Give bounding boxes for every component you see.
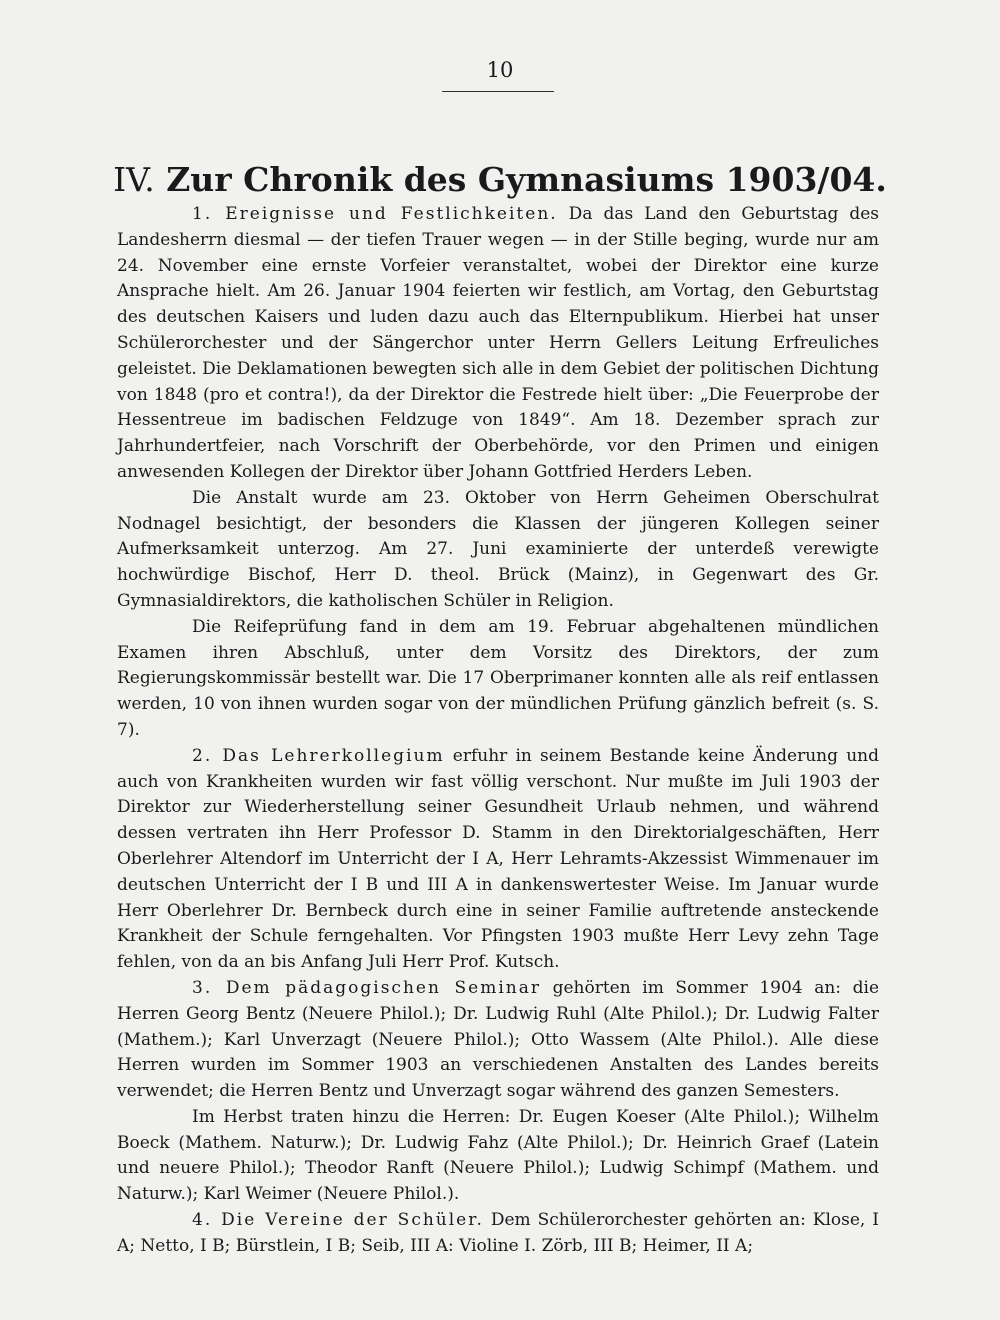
paragraph-text: gehörten im Sommer 1904 an: die Herren Georg Bentz (Neuere Philol.); Dr. Ludwig Ruhl (Alte Philol.); Dr. Ludwig Falter (Mathem.); Karl Unverzagt (Neuere Philol.); Otto Wassem (Alte Philol.). Alle diese Herren wurden im Sommer 1903 an verschiedenen Anstalten des Landes bereits verwendet; die Herren Bentz und Unverzagt sogar während des ganzen Semesters.	[117, 977, 879, 1102]
paragraph-events	[117, 202, 879, 486]
section-label: 1. Ereignisse und Festlichkeiten.	[192, 204, 558, 224]
paragraph-text: Dem Schülerorchester gehörten an: Klose, I A; Netto, I B; Bürstlein, I B; Seib, III A: Violine I. Zörb, III B; Heimer, II A;	[117, 1210, 879, 1256]
paragraph-text: Die Reifeprüfung fand in dem am 19. Februar abgehaltenen mündlichen Examen ihren Abschluß, unter dem Vorsitz des Direktors, der zum Regierungskommissär bestellt war. Die 17 Oberprimaner konnten alle als reif entlassen werden, 10 von ihnen wurden sogar von der mündlichen Prüfung gänzlich befreit (s. S. 7).	[117, 616, 879, 740]
paragraph-inspection	[117, 486, 879, 615]
paragraph-text: Die Anstalt wurde am 23. Oktober von Herrn Geheimen Oberschulrat Nodnagel besichtigt, der besonders die Klassen der jüngeren Kollegen seiner Aufmerksamkeit unterzog. Am 27. Juni examinierte der unterdeß verewigte hochwürdige Bischof, Herr D. theol. Brück (Mainz), in Gegenwart des Gr. Gymnasialdirektors, die katholischen Schüler in Religion.	[117, 487, 879, 611]
paragraph-teachers	[117, 744, 879, 976]
page-number-rule	[442, 91, 554, 92]
chapter-title: Zur Chronik des Gymnasiums 1903/04.	[166, 160, 887, 199]
section-label: 4. Die Vereine der Schüler.	[192, 1210, 484, 1231]
section-label: 2. Das Lehrerkollegium	[192, 745, 445, 766]
body-text	[117, 202, 879, 1260]
paragraph-seminar	[117, 976, 879, 1105]
footer-show-through	[110, 1238, 890, 1256]
paragraph-autumn	[117, 1105, 879, 1208]
section-label: 3. Dem pädagogischen Seminar	[192, 977, 541, 998]
chapter-number: IV.	[113, 160, 155, 199]
page-number: 10	[486, 58, 514, 82]
paragraph-text: Da das Land den Geburtstag des Landesherrn diesmal — der tiefen Trauer wegen — in der Stille beging, wurde nur am 24. November eine ernste Vorfeier veranstaltet, wobei der Direktor eine kurze Ansprache hielt. Am 26. Januar 1904 feierten wir festlich, am Vortag, den Geburtstag des deutschen Kaisers und luden dazu auch das Elternpublikum. Hierbei hat unser Schülerorchester und der Sängerchor unter Herrn Gellers Leitung Erfreuliches geleistet. Die Deklamationen bewegten sich alle in dem Gebiet der politischen Dichtung von 1848 (pro et contra!), da der Direktor die Festrede hielt über: „Die Feuerprobe der Hessentreue im badischen Feldzuge von 1849“. Am 18. Dezember sprach zur Jahrhundertfeier, nach Vorschrift der Oberbehörde, vor den Primen und einigen anwesenden Kollegen der Direktor über Johann Gottfried Herders Leben.	[117, 204, 880, 482]
paragraph-exam	[117, 615, 879, 744]
paragraph-text: erfuhr in seinem Bestande keine Änderung und auch von Krankheiten wurden wir fast völlig verschont. Nur mußte im Juli 1903 der Direktor zur Wiederherstellung seiner Gesundheit Urlaub nehmen, und während dessen vertraten ihn Herr Professor D. Stamm in den Direktorialgeschäften, Herr Oberlehrer Altendorf im Unterricht der I A, Herr Lehramts-Akzessist Wimmenauer im deutschen Unterricht der I B und III A in dankenswertester Weise. Im Januar wurde Herr Oberlehrer Dr. Bernbeck durch eine in seiner Familie auftretende ansteckende Krankheit der Schule ferngehalten. Vor Pfingsten 1903 mußte Herr Levy zehn Tage fehlen, von da an bis Anfang Juli Herr Prof. Kutsch.	[117, 745, 879, 973]
chapter-heading	[0, 160, 1000, 199]
paragraph-text: Im Herbst traten hinzu die Herren: Dr. Eugen Koeser (Alte Philol.); Wilhelm Boeck (Mathem. Naturw.); Dr. Ludwig Fahz (Alte Philol.); Dr. Heinrich Graef (Latein und neuere Philol.); Theodor Ranft (Neuere Philol.); Ludwig Schimpf (Mathem. und Naturw.); Karl Weimer (Neuere Philol.).	[117, 1106, 879, 1205]
